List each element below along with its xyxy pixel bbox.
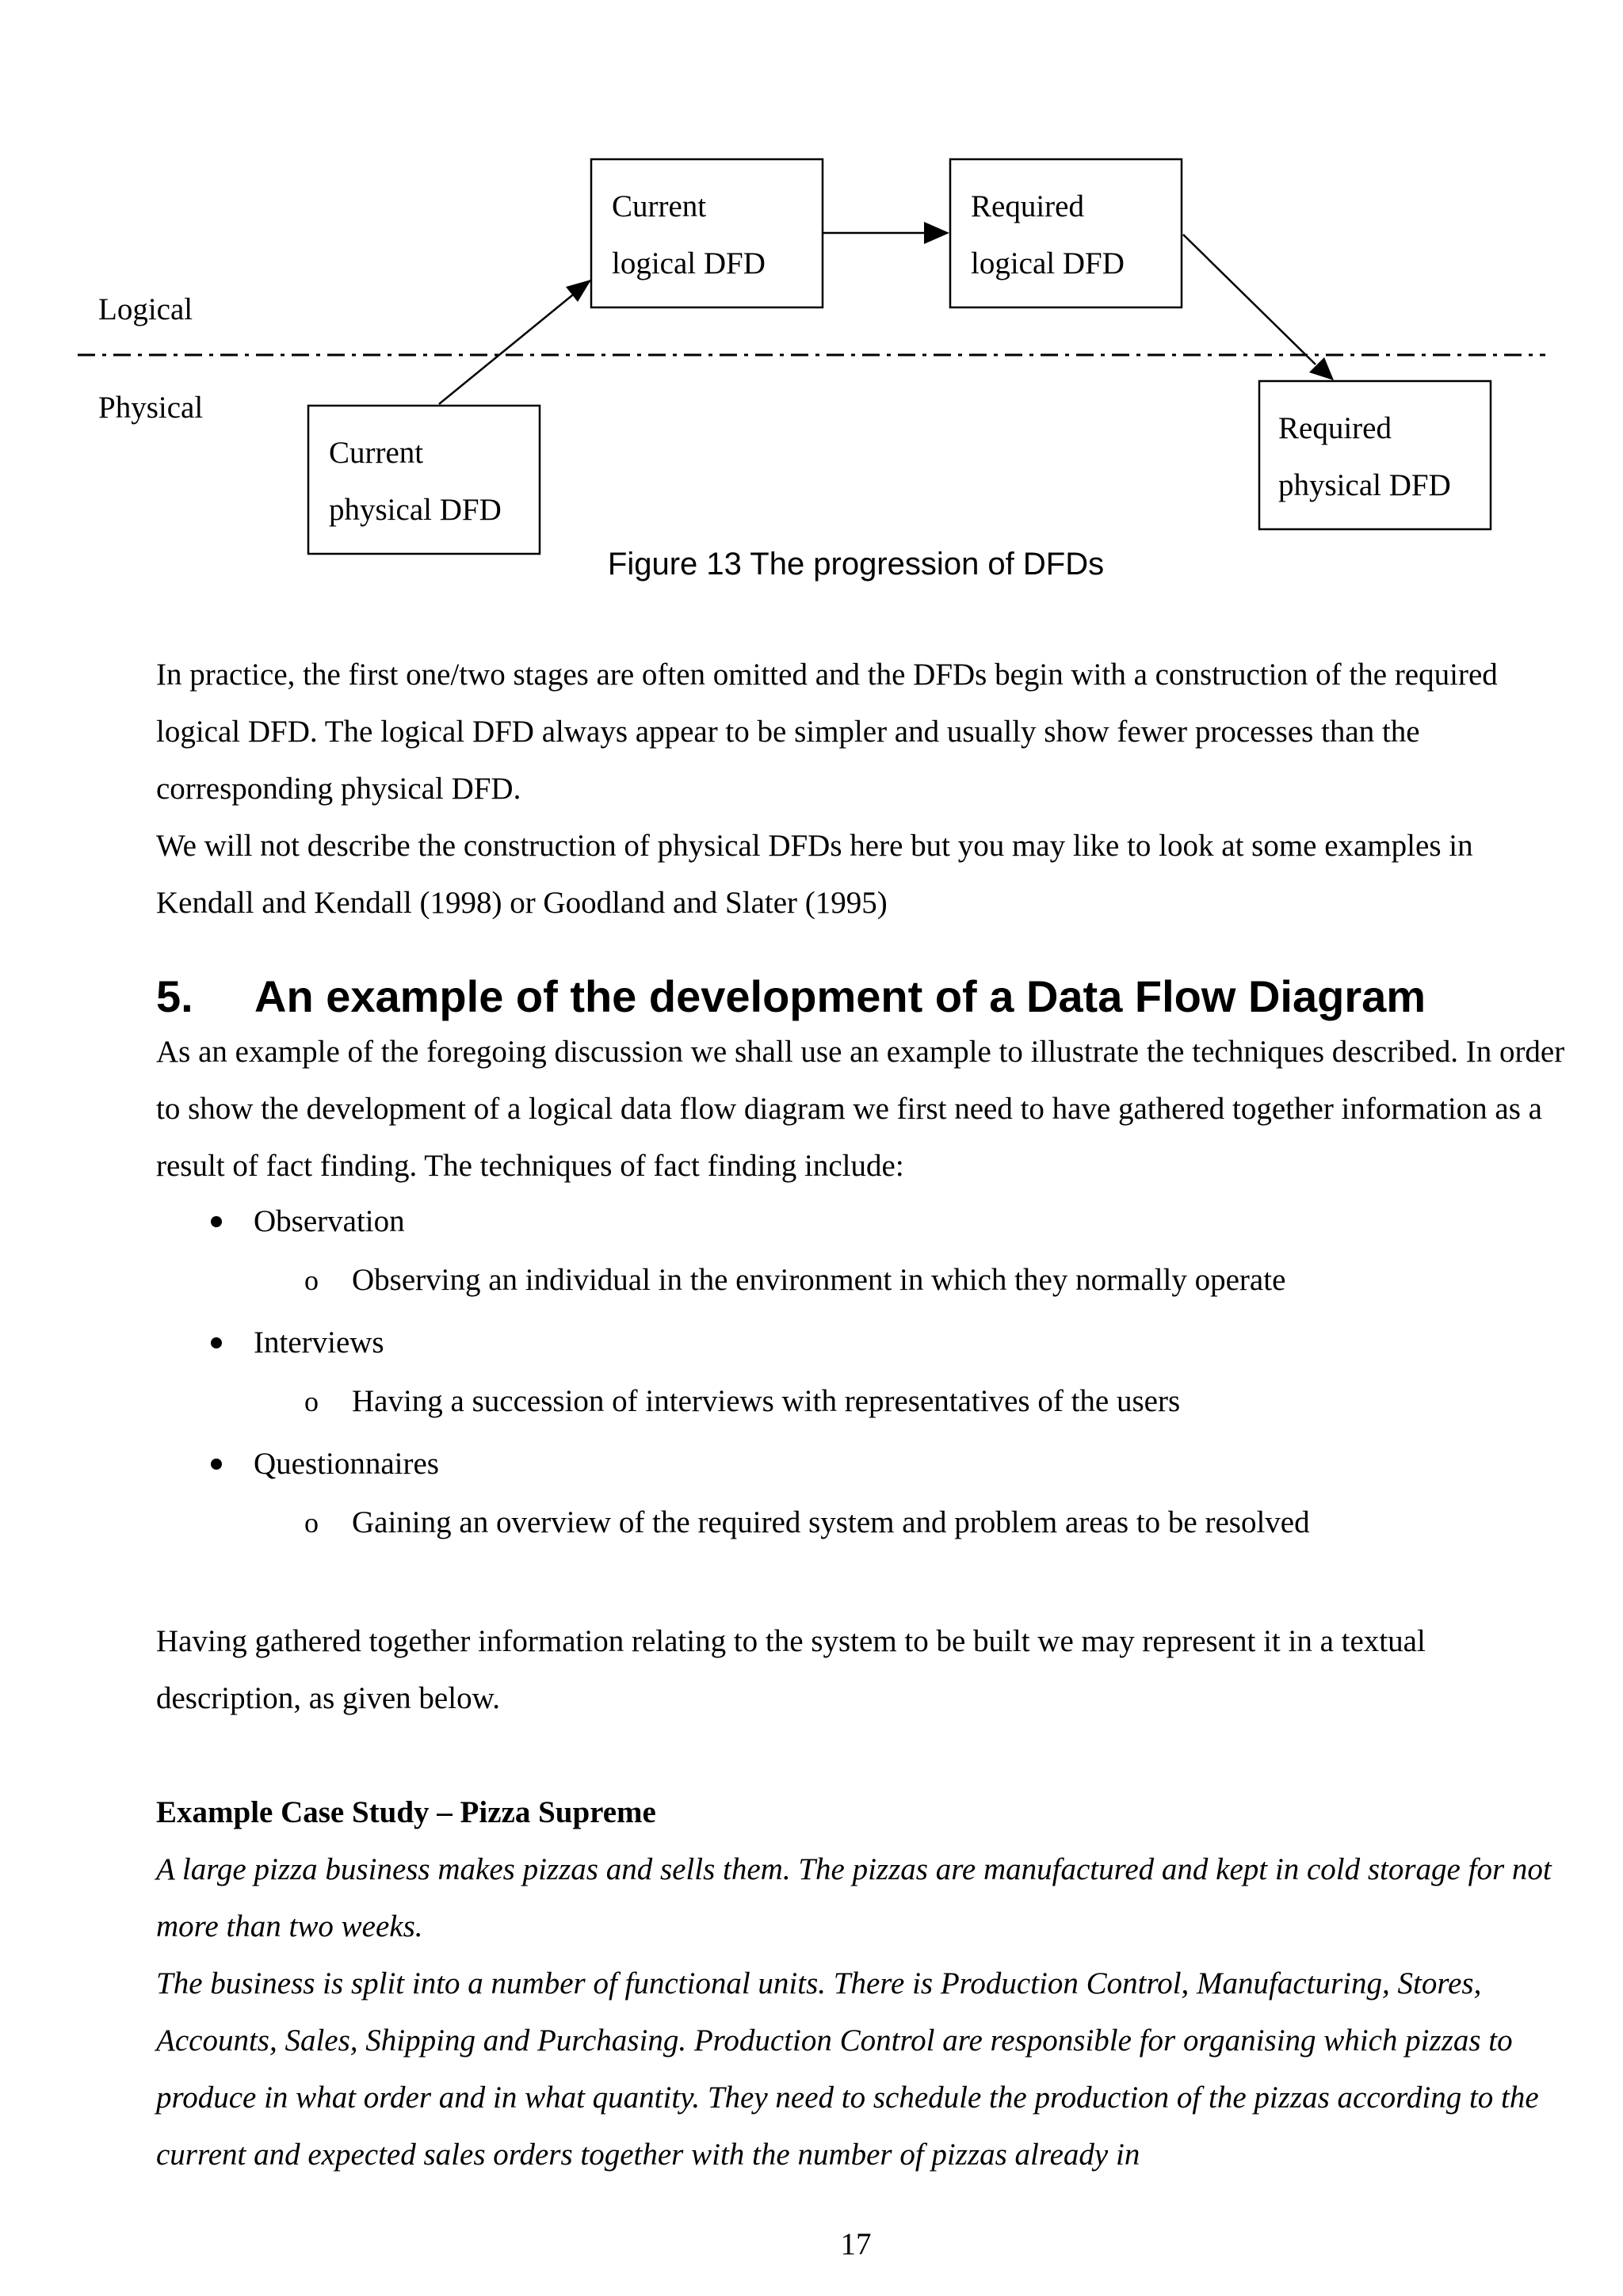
section-title: An example of the development of a Data Flow Diagram [254, 971, 1426, 1021]
box-line-1: Current [612, 189, 707, 223]
circle-bullet-icon: o [304, 1386, 319, 1417]
box-line-2: physical DFD [329, 493, 502, 527]
current-physical-dfd-text [329, 425, 502, 539]
case-study-title: Example Case Study – Pizza Supreme [156, 1795, 656, 1829]
box-line-1: Current [329, 436, 424, 470]
box-line-2: logical DFD [971, 246, 1125, 280]
arrow-required-logical-to-required-physical [1183, 235, 1316, 364]
bullet-icon [211, 1216, 222, 1227]
bullet-icon [211, 1459, 222, 1470]
intro-paragraph-1: In practice, the first one/two stages are often omitted and the DFDs begin with a construction of the required logical DFD. The logical DFD always appear to be simpler and usually show fewer processes than the corresponding physical DFD. [156, 658, 1498, 806]
box-line-2: physical DFD [1278, 468, 1451, 502]
figure-caption: Figure 13 The progression of DFDs [607, 547, 1105, 582]
section-closing-paragraph: Having gathered together information relating to the system to be built we may represent it in a textual description, as given below. [156, 1624, 1426, 1715]
page-number: 17 [840, 2227, 872, 2261]
logical-label: Logical [98, 292, 193, 326]
list-item-interviews: Interviews [254, 1325, 384, 1360]
list-subitem: Having a succession of interviews with representatives of the users [352, 1384, 1181, 1418]
physical-label: Physical [98, 391, 204, 425]
arrowhead-to-required-logical [924, 222, 949, 244]
arrow-current-physical-to-current-logical [439, 280, 590, 404]
current-logical-dfd-text [612, 178, 766, 292]
case-study-paragraph-2: The business is split into a number of functional units. There is Production Control, Manufacturing, Stores, Accounts, Sales, Shipping and Purchasing. Production Control are responsible for organising which pizzas to produce in what order and in what quantity. They need to schedule the production of the pizzas according to the current and expected sales orders together with the number of pizzas already in [156, 1966, 1539, 2172]
required-logical-dfd-text [971, 178, 1125, 292]
box-line-2: logical DFD [612, 246, 766, 280]
case-study-text [156, 1841, 1575, 2183]
required-physical-dfd-text [1278, 400, 1451, 514]
list-item-questionnaires: Questionnaires [254, 1447, 439, 1481]
intro-text [156, 646, 1567, 932]
circle-bullet-icon: o [304, 1507, 319, 1539]
bullet-icon [211, 1337, 222, 1348]
list-subitem: Observing an individual in the environment in which they normally operate [352, 1263, 1286, 1297]
intro-paragraph-2: We will not describe the construction of physical DFDs here but you may like to look at some examples in Kendall and Kendall (1998) or Goodland and Slater (1995) [156, 829, 1473, 920]
section-number: 5. [156, 971, 193, 1021]
circle-bullet-icon: o [304, 1264, 319, 1296]
section-intro-paragraph: As an example of the foregoing discussion we shall use an example to illustrate the techniques described. In order to show the development of a logical data flow diagram we first need to have gathered together information as a result of fact finding. The techniques of fact finding include: [156, 1035, 1565, 1183]
box-line-1: Required [971, 189, 1084, 223]
list-subitem: Gaining an overview of the required system and problem areas to be resolved [352, 1505, 1310, 1539]
case-study-paragraph-1: A large pizza business makes pizzas and sells them. The pizzas are manufactured and kept in cold storage for not more than two weeks. [156, 1852, 1552, 1943]
list-item-observation: Observation [254, 1204, 405, 1238]
box-line-1: Required [1278, 411, 1392, 445]
section-heading [156, 967, 1426, 1027]
